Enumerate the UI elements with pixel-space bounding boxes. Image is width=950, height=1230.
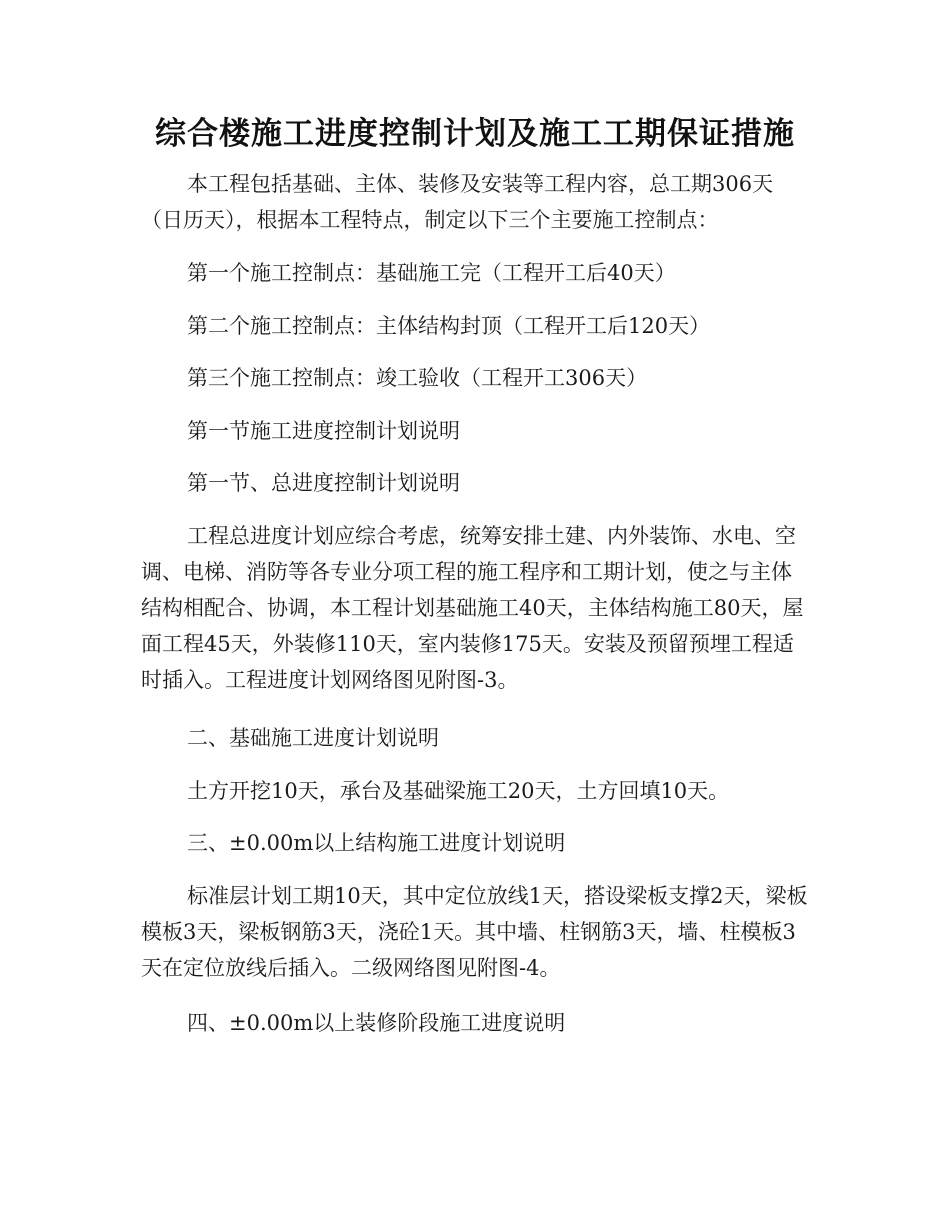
heading-text: 三、±0.00m以上结构施工进度计划说明 — [187, 831, 566, 855]
paragraph-control-point-1 — [141, 255, 811, 291]
paragraph-foundation — [141, 773, 811, 809]
paragraph-text: 第三个施工控制点：竣工验收（工程开工306天） — [187, 366, 648, 390]
heading-text: 第一节施工进度控制计划说明 — [187, 419, 460, 443]
paragraph-intro — [141, 166, 811, 238]
heading-text: 第一节、总进度控制计划说明 — [187, 471, 460, 495]
paragraph-control-point-3 — [141, 360, 811, 396]
paragraph-control-point-2 — [141, 308, 811, 344]
section-heading-2 — [141, 720, 811, 756]
paragraph-overall-plan — [141, 518, 811, 698]
paragraph-text: 第二个施工控制点：主体结构封顶（工程开工后120天） — [187, 314, 711, 338]
section-heading-4 — [141, 1005, 811, 1041]
heading-text: 四、±0.00m以上装修阶段施工进度说明 — [187, 1011, 566, 1035]
paragraph-text: 标准层计划工期10天，其中定位放线1天，搭设梁板支撑2天，梁板模板3天，梁板钢筋3天，浇砼1天。其中墙、柱钢筋3天，墙、柱模板3天在定位放线后插入。二级网络图见附图-4。 — [141, 884, 808, 980]
paragraph-standard-floor — [141, 878, 811, 986]
paragraph-text: 第一个施工控制点：基础施工完（工程开工后40天） — [187, 261, 676, 285]
heading-text: 二、基础施工进度计划说明 — [187, 726, 439, 750]
paragraph-text: 工程总进度计划应综合考虑，统筹安排土建、内外装饰、水电、空调、电梯、消防等各专业分项工程的施工程序和工期计划，使之与主体结构相配合、协调，本工程计划基础施工40天，主体结构施工80天，屋面工程45天，外装修110天，室内装修175天。安装及预留预埋工程适时插入。工程进度计划网络图见附图-3。 — [141, 524, 804, 692]
section-heading-1a — [141, 465, 811, 501]
paragraph-text: 土方开挖10天，承台及基础梁施工20天，土方回填10天。 — [187, 779, 730, 803]
section-heading-1 — [141, 413, 811, 449]
section-heading-3 — [141, 825, 811, 861]
document-title: 综合楼施工进度控制计划及施工工期保证措施 — [155, 116, 795, 152]
paragraph-text: 本工程包括基础、主体、装修及安装等工程内容，总工期306天（日历天），根据本工程特点，制定以下三个主要施工控制点： — [141, 172, 774, 232]
